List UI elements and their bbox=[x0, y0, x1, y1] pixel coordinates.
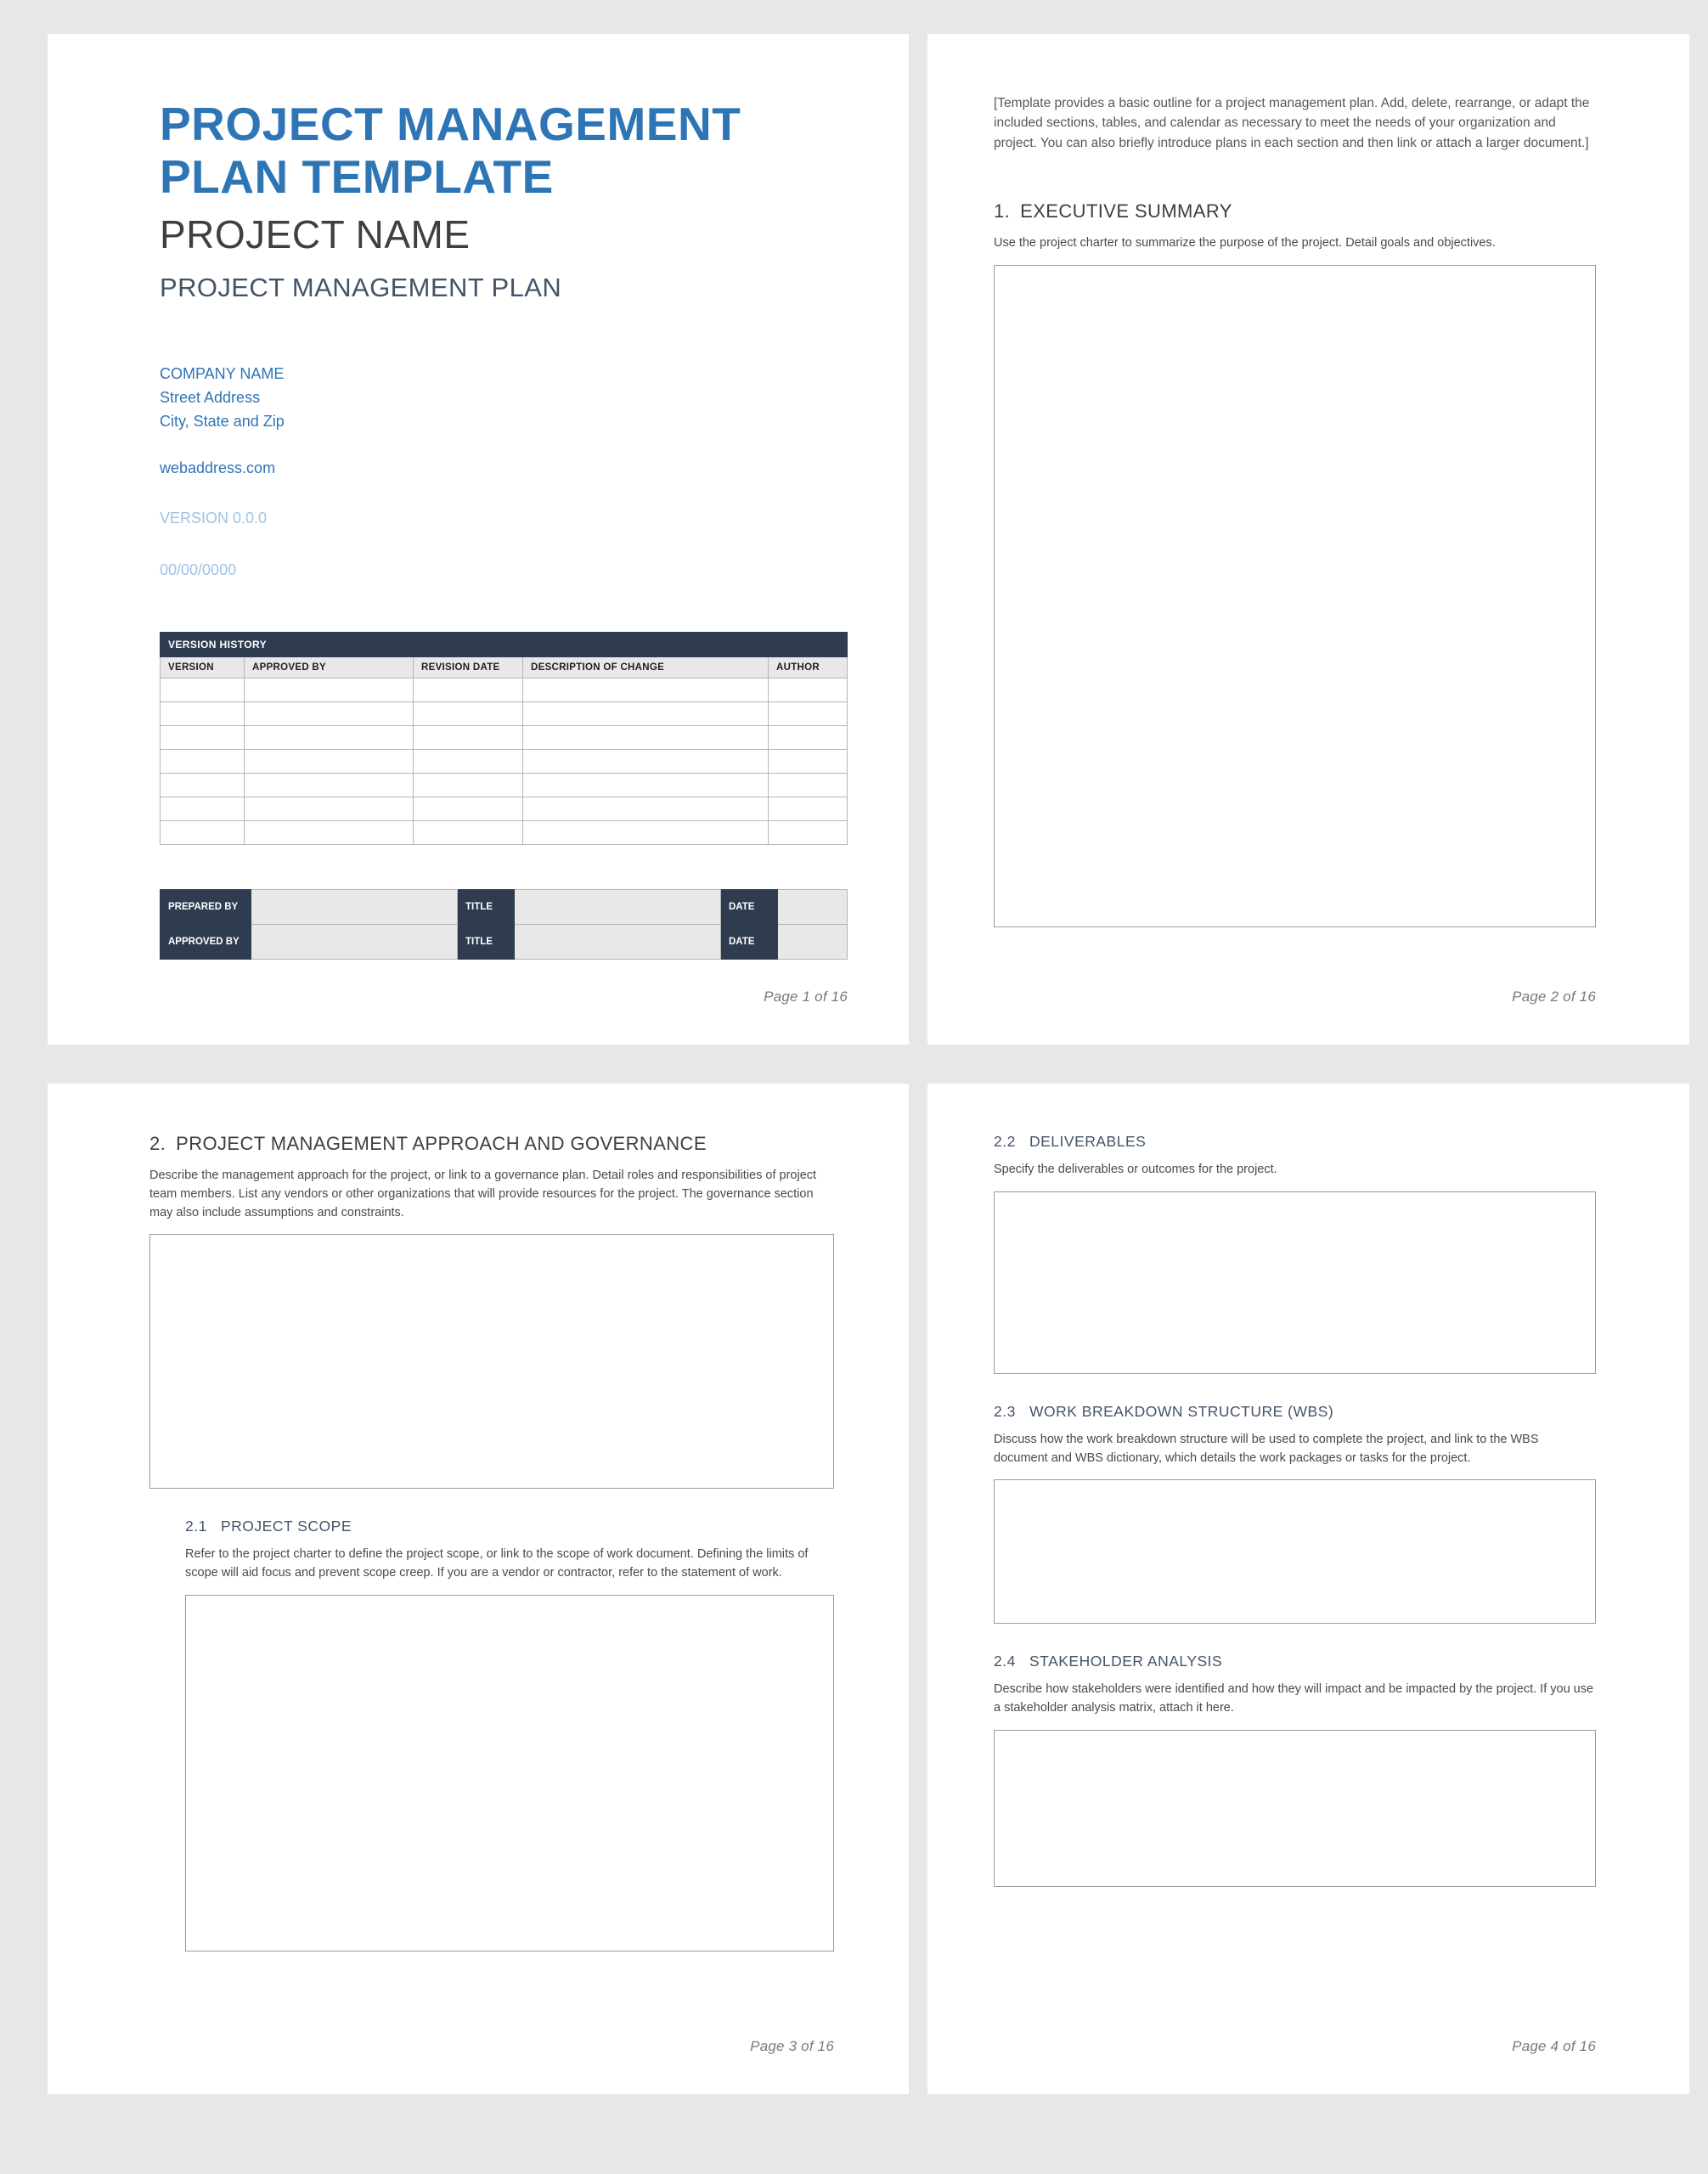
prepared-by-title-label: TITLE bbox=[458, 889, 515, 924]
table-row[interactable] bbox=[161, 820, 848, 844]
cover-title: PROJECT MANAGEMENT PLAN TEMPLATE bbox=[160, 98, 741, 203]
approved-by-value[interactable] bbox=[251, 924, 458, 959]
cell-revision-date[interactable] bbox=[414, 725, 523, 749]
approved-by-title-label: TITLE bbox=[458, 924, 515, 959]
cell-approved-by[interactable] bbox=[245, 820, 414, 844]
answer-box-deliverables[interactable] bbox=[994, 1191, 1596, 1374]
prepared-by-date-value[interactable] bbox=[778, 889, 848, 924]
cell-revision-date[interactable] bbox=[414, 797, 523, 820]
approved-by-date-value[interactable] bbox=[778, 924, 848, 959]
cell-author[interactable] bbox=[769, 773, 848, 797]
street-address: Street Address bbox=[160, 389, 261, 407]
section-title: PROJECT SCOPE bbox=[221, 1518, 352, 1535]
section-title: WORK BREAKDOWN STRUCTURE (WBS) bbox=[1029, 1402, 1334, 1420]
cell-approved-by[interactable] bbox=[245, 749, 414, 773]
cell-version[interactable] bbox=[161, 725, 245, 749]
section-description-stakeholder-analysis: Describe how stakeholders were identified and how they will impact and be impacted by the project. If you use a stakeholder analysis matrix, attach it here. bbox=[994, 1682, 1594, 1715]
table-row[interactable] bbox=[161, 725, 848, 749]
cell-revision-date[interactable] bbox=[414, 773, 523, 797]
cell-approved-by[interactable] bbox=[245, 773, 414, 797]
section-number: 2. bbox=[149, 1133, 166, 1154]
page-footer: Page 1 of 16 bbox=[764, 988, 848, 1005]
col-description-of-change: DESCRIPTION OF CHANGE bbox=[523, 656, 769, 678]
cell-approved-by[interactable] bbox=[245, 701, 414, 725]
city-state-zip: City, State and Zip bbox=[160, 412, 285, 430]
page-3 bbox=[48, 1084, 909, 2094]
section-number: 2.3 bbox=[994, 1402, 1016, 1420]
cell-author[interactable] bbox=[769, 678, 848, 701]
cell-author[interactable] bbox=[769, 701, 848, 725]
table-row[interactable] bbox=[161, 678, 848, 701]
section-description-deliverables: Specify the deliverables or outcomes for the project. bbox=[994, 1163, 1277, 1176]
cell-version[interactable] bbox=[161, 749, 245, 773]
version-label: VERSION 0.0.0 bbox=[160, 509, 268, 527]
signature-table bbox=[160, 889, 848, 960]
cell-version[interactable] bbox=[161, 678, 245, 701]
cell-author[interactable] bbox=[769, 725, 848, 749]
cell-description[interactable] bbox=[523, 701, 769, 725]
section-description-approach-governance: Describe the management approach for the project, or link to a governance plan. Detail roles and responsibilities of project team members. List any vendors or other organizations that will provide resources for the project. The governance section may also include assumptions and constraints. bbox=[149, 1169, 817, 1219]
version-history-title: VERSION HISTORY bbox=[161, 632, 848, 656]
answer-box-project-scope[interactable] bbox=[185, 1595, 834, 1952]
approved-by-label: APPROVED BY bbox=[161, 924, 251, 959]
cell-approved-by[interactable] bbox=[245, 678, 414, 701]
company-name: COMPANY NAME bbox=[160, 365, 285, 383]
section-heading-wbs bbox=[994, 1403, 1596, 1421]
section-number: 2.4 bbox=[994, 1653, 1016, 1670]
cell-author[interactable] bbox=[769, 797, 848, 820]
section-title: STAKEHOLDER ANALYSIS bbox=[1029, 1653, 1223, 1670]
version-history-table bbox=[160, 632, 848, 845]
approved-by-title-value[interactable] bbox=[515, 924, 721, 959]
col-revision-date: REVISION DATE bbox=[414, 656, 523, 678]
prepared-by-row bbox=[161, 889, 848, 924]
cover-company-block bbox=[160, 363, 848, 434]
cell-description[interactable] bbox=[523, 749, 769, 773]
section-heading-stakeholder-analysis bbox=[994, 1653, 1596, 1670]
table-row[interactable] bbox=[161, 797, 848, 820]
page-footer: Page 2 of 16 bbox=[1512, 988, 1596, 1005]
section-number: 1. bbox=[994, 200, 1011, 222]
cell-version[interactable] bbox=[161, 820, 245, 844]
cell-approved-by[interactable] bbox=[245, 797, 414, 820]
section-description-project-scope: Refer to the project charter to define the project scope, or link to the scope of work document. Defining the limits of scope will aid focus and prevent scope creep. If you are a vendor or contractor, refer to the statement of work. bbox=[185, 1547, 809, 1580]
cell-version[interactable] bbox=[161, 797, 245, 820]
cell-description[interactable] bbox=[523, 725, 769, 749]
table-row[interactable] bbox=[161, 773, 848, 797]
page-4 bbox=[927, 1084, 1689, 2094]
approved-by-date-label: DATE bbox=[721, 924, 778, 959]
prepared-by-title-value[interactable] bbox=[515, 889, 721, 924]
page-footer: Page 3 of 16 bbox=[750, 2038, 834, 2054]
cell-approved-by[interactable] bbox=[245, 725, 414, 749]
section-number: 2.1 bbox=[185, 1518, 207, 1535]
col-version: VERSION bbox=[161, 656, 245, 678]
section-title: DELIVERABLES bbox=[1029, 1133, 1147, 1150]
approved-by-row bbox=[161, 924, 848, 959]
section-description-executive-summary: Use the project charter to summarize the purpose of the project. Detail goals and objectives. bbox=[994, 235, 1496, 250]
cell-description[interactable] bbox=[523, 797, 769, 820]
template-intro-note: [Template provides a basic outline for a project management plan. Add, delete, rearrange, or adapt the included sections, tables, and calendar as necessary to meet the needs of your organization and project. You can also briefly introduce plans in each section and then link or attach a larger document.] bbox=[994, 96, 1590, 150]
cell-author[interactable] bbox=[769, 820, 848, 844]
col-author: AUTHOR bbox=[769, 656, 848, 678]
cell-author[interactable] bbox=[769, 749, 848, 773]
page-1 bbox=[48, 34, 909, 1045]
cell-revision-date[interactable] bbox=[414, 678, 523, 701]
answer-box-approach-governance[interactable] bbox=[149, 1234, 834, 1489]
cell-revision-date[interactable] bbox=[414, 701, 523, 725]
prepared-by-value[interactable] bbox=[251, 889, 458, 924]
page-footer: Page 4 of 16 bbox=[1512, 2038, 1596, 2054]
col-approved-by: APPROVED BY bbox=[245, 656, 414, 678]
cover-project-name: PROJECT NAME bbox=[160, 212, 471, 257]
prepared-by-label: PREPARED BY bbox=[161, 889, 251, 924]
cover-date: 00/00/0000 bbox=[160, 560, 237, 578]
cell-revision-date[interactable] bbox=[414, 749, 523, 773]
web-address[interactable]: webaddress.com bbox=[160, 459, 276, 476]
section-heading-deliverables bbox=[994, 1133, 1596, 1151]
section-title: PROJECT MANAGEMENT APPROACH AND GOVERNANCE bbox=[176, 1133, 707, 1154]
table-row[interactable] bbox=[161, 701, 848, 725]
cover-subtitle: PROJECT MANAGEMENT PLAN bbox=[160, 273, 562, 303]
cell-description[interactable] bbox=[523, 820, 769, 844]
section-heading-executive-summary bbox=[994, 200, 1596, 222]
cell-version[interactable] bbox=[161, 773, 245, 797]
cell-description[interactable] bbox=[523, 773, 769, 797]
section-number: 2.2 bbox=[994, 1133, 1016, 1150]
section-heading-project-scope bbox=[185, 1518, 834, 1535]
answer-box-stakeholder-analysis[interactable] bbox=[994, 1730, 1596, 1887]
section-heading-approach-governance bbox=[149, 1133, 834, 1155]
cell-revision-date[interactable] bbox=[414, 820, 523, 844]
cell-description[interactable] bbox=[523, 678, 769, 701]
section-title: EXECUTIVE SUMMARY bbox=[1020, 200, 1232, 222]
answer-box-wbs[interactable] bbox=[994, 1479, 1596, 1624]
version-history-header-row bbox=[161, 656, 848, 678]
section-description-wbs: Discuss how the work breakdown structure will be used to complete the project, and link to the WBS document and WBS dictionary, which details the work packages or tasks for the project. bbox=[994, 1432, 1539, 1465]
table-row[interactable] bbox=[161, 749, 848, 773]
cell-version[interactable] bbox=[161, 701, 245, 725]
prepared-by-date-label: DATE bbox=[721, 889, 778, 924]
version-history-title-row bbox=[161, 632, 848, 656]
answer-box-executive-summary[interactable] bbox=[994, 265, 1596, 927]
page-2 bbox=[927, 34, 1689, 1045]
